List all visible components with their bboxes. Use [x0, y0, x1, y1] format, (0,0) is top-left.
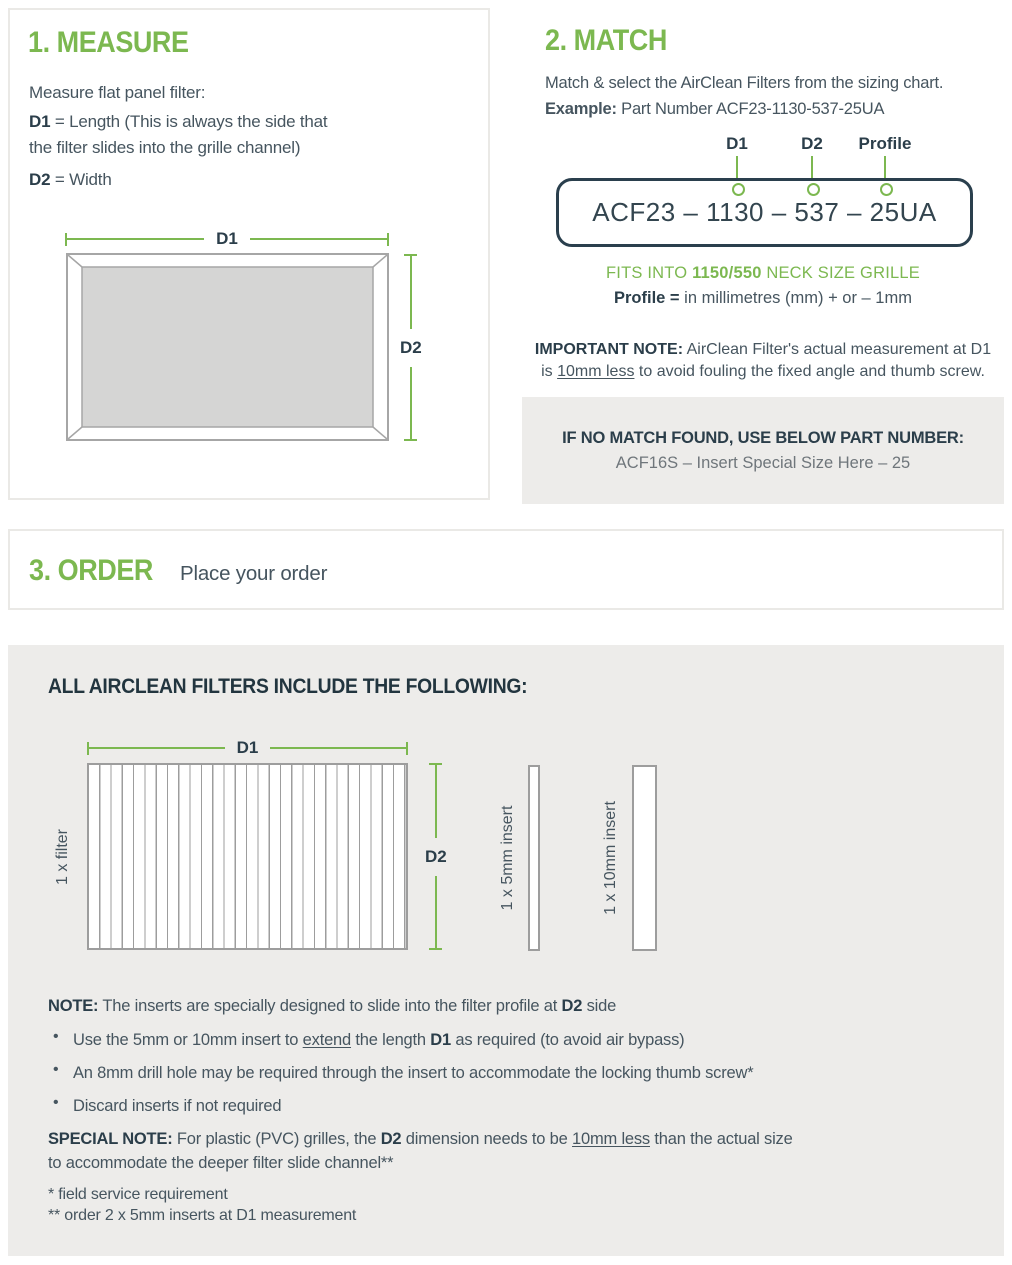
- includes-panel: [8, 645, 1004, 1256]
- order-panel: [8, 529, 1004, 610]
- include-d2-label: D2: [425, 846, 447, 866]
- callout-circle-icon: [880, 183, 893, 196]
- match-panel: [522, 8, 1004, 504]
- footnote-1: * field service requirement: [48, 1186, 228, 1203]
- dimension-tick: [429, 948, 442, 950]
- no-match-line2: ACF16S – Insert Special Size Here – 25: [615, 454, 911, 472]
- measure-def-d1-line2: the filter slides into the grille channel): [29, 138, 301, 157]
- includes-heading: ALL AIRCLEAN FILTERS INCLUDE THE FOLLOWING:: [48, 675, 528, 698]
- insert-5mm-graphic: [528, 765, 540, 951]
- insert-10mm-graphic: [632, 765, 657, 951]
- order-heading: 3. ORDER: [29, 554, 153, 587]
- include-bullet-3: Discard inserts if not required: [73, 1097, 282, 1115]
- no-match-block: [522, 397, 1004, 504]
- flat-filter-frame-graphic: [66, 253, 389, 441]
- bullet-icon: •: [53, 1028, 59, 1045]
- match-example: Example: Part Number ACF23-1130-537-25UA: [545, 100, 885, 118]
- measure-def-d2: D2 = Width: [29, 170, 112, 189]
- match-heading: 2. MATCH: [545, 24, 667, 57]
- d2-dimension-label: D2: [400, 337, 422, 357]
- include-special-note-line1: SPECIAL NOTE: For plastic (PVC) grilles, the D2 dimension needs to be 10mm less than the actual size: [48, 1130, 793, 1148]
- no-match-line1: IF NO MATCH FOUND, USE BELOW PART NUMBER:: [562, 429, 964, 447]
- callout-label-profile: Profile: [858, 134, 912, 153]
- measure-def-d1-line1: D1 = Length (This is always the side that: [29, 112, 328, 131]
- callout-label-d1: D1: [726, 134, 748, 153]
- dimension-tick: [406, 742, 408, 755]
- measure-panel: [8, 8, 490, 500]
- include-d1-label: D1: [236, 738, 259, 757]
- part-number-box: [556, 178, 973, 247]
- d1-dimension-label: D1: [216, 229, 238, 248]
- filter-quantity-label: 1 x filter: [54, 829, 71, 886]
- d1-dimension-line: [65, 229, 389, 249]
- insert-10mm-label: 1 x 10mm insert: [602, 801, 619, 915]
- dimension-tick: [387, 233, 389, 246]
- profile-definition-line: Profile = in millimetres (mm) + or – 1mm: [614, 289, 912, 307]
- include-bullet-1: Use the 5mm or 10mm insert to extend the length D1 as required (to avoid air bypass): [73, 1031, 685, 1049]
- callout-circle-icon: [807, 183, 820, 196]
- measure-intro: Measure flat panel filter:: [29, 83, 206, 102]
- bullet-icon: •: [53, 1061, 59, 1078]
- include-d2-dimension-line: [425, 763, 447, 950]
- include-special-note-line2: to accommodate the deeper filter slide channel**: [48, 1154, 394, 1172]
- pleated-filter-graphic: [87, 763, 408, 950]
- bullet-icon: •: [53, 1094, 59, 1111]
- match-intro: Match & select the AirClean Filters from the sizing chart.: [545, 74, 944, 92]
- dimension-tick: [404, 439, 417, 441]
- footnote-2: ** order 2 x 5mm inserts at D1 measurement: [48, 1207, 357, 1224]
- order-text: Place your order: [180, 562, 328, 585]
- important-note-line2: is 10mm less to avoid fouling the fixed angle and thumb screw.: [541, 363, 985, 380]
- measure-heading: 1. MEASURE: [28, 26, 189, 59]
- important-note-line1: IMPORTANT NOTE: AirClean Filter's actual measurement at D1: [534, 341, 992, 358]
- d2-dimension-line: [400, 254, 422, 441]
- insert-5mm-label: 1 x 5mm insert: [499, 805, 516, 911]
- include-bullet-2: An 8mm drill hole may be required through the insert to accommodate the locking thumb screw*: [73, 1064, 754, 1082]
- callout-label-d2: D2: [801, 134, 823, 153]
- fits-into-line: FITS INTO 1150/550 NECK SIZE GRILLE: [606, 264, 920, 282]
- part-number-text: ACF23 – 1130 – 537 – 25UA: [592, 197, 937, 227]
- include-d1-dimension-line: [87, 738, 408, 758]
- include-note: NOTE: The inserts are specially designed to slide into the filter profile at D2 side: [48, 997, 617, 1015]
- callout-circle-icon: [732, 183, 745, 196]
